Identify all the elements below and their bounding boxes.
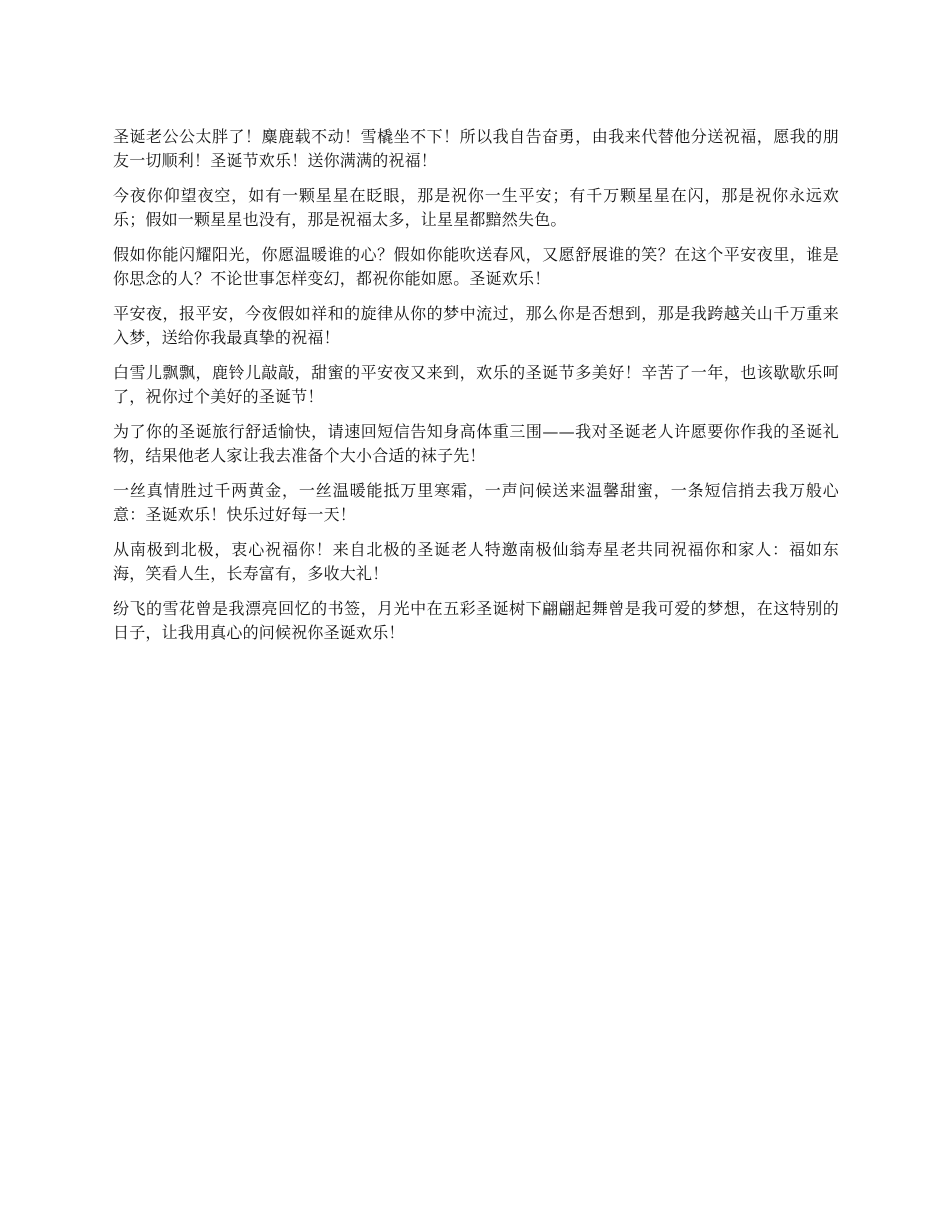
paragraph: 平安夜，报平安，今夜假如祥和的旋律从你的梦中流过，那么你是否想到，那是我跨越关山千万重来入梦，送给你我最真挚的祝福！ bbox=[113, 304, 839, 347]
paragraph: 纷飞的雪花曾是我漂亮回忆的书签，月光中在五彩圣诞树下翩翩起舞曾是我可爱的梦想，在这特别的日子，让我用真心的问候祝你圣诞欢乐！ bbox=[113, 599, 839, 642]
paragraph: 圣诞老公公太胖了！麋鹿载不动！雪橇坐不下！所以我自告奋勇，由我来代替他分送祝福，愿我的朋友一切顺利！圣诞节欢乐！送你满满的祝福！ bbox=[113, 127, 839, 170]
paragraph: 今夜你仰望夜空，如有一颗星星在眨眼，那是祝你一生平安；有千万颗星星在闪，那是祝你永远欢乐；假如一颗星星也没有，那是祝福太多，让星星都黯然失色。 bbox=[113, 186, 839, 229]
paragraph: 白雪儿飘飘，鹿铃儿敲敲，甜蜜的平安夜又来到，欢乐的圣诞节多美好！辛苦了一年，也该歇歇乐呵了，祝你过个美好的圣诞节！ bbox=[113, 363, 839, 406]
paragraph: 一丝真情胜过千两黄金，一丝温暖能抵万里寒霜，一声问候送来温馨甜蜜，一条短信捎去我万般心意：圣诞欢乐！快乐过好每一天！ bbox=[113, 481, 839, 524]
document-body bbox=[113, 125, 839, 656]
paragraph: 为了你的圣诞旅行舒适愉快，请速回短信告知身高体重三围——我对圣诞老人许愿要你作我的圣诞礼物，结果他老人家让我去准备个大小合适的袜子先！ bbox=[113, 422, 839, 465]
paragraph: 假如你能闪耀阳光，你愿温暖谁的心？假如你能吹送春风，又愿舒展谁的笑？在这个平安夜里，谁是你思念的人？不论世事怎样变幻，都祝你能如愿。圣诞欢乐！ bbox=[113, 245, 839, 288]
paragraph: 从南极到北极，衷心祝福你！来自北极的圣诞老人特邀南极仙翁寿星老共同祝福你和家人：福如东海，笑看人生，长寿富有，多收大礼！ bbox=[113, 540, 839, 583]
